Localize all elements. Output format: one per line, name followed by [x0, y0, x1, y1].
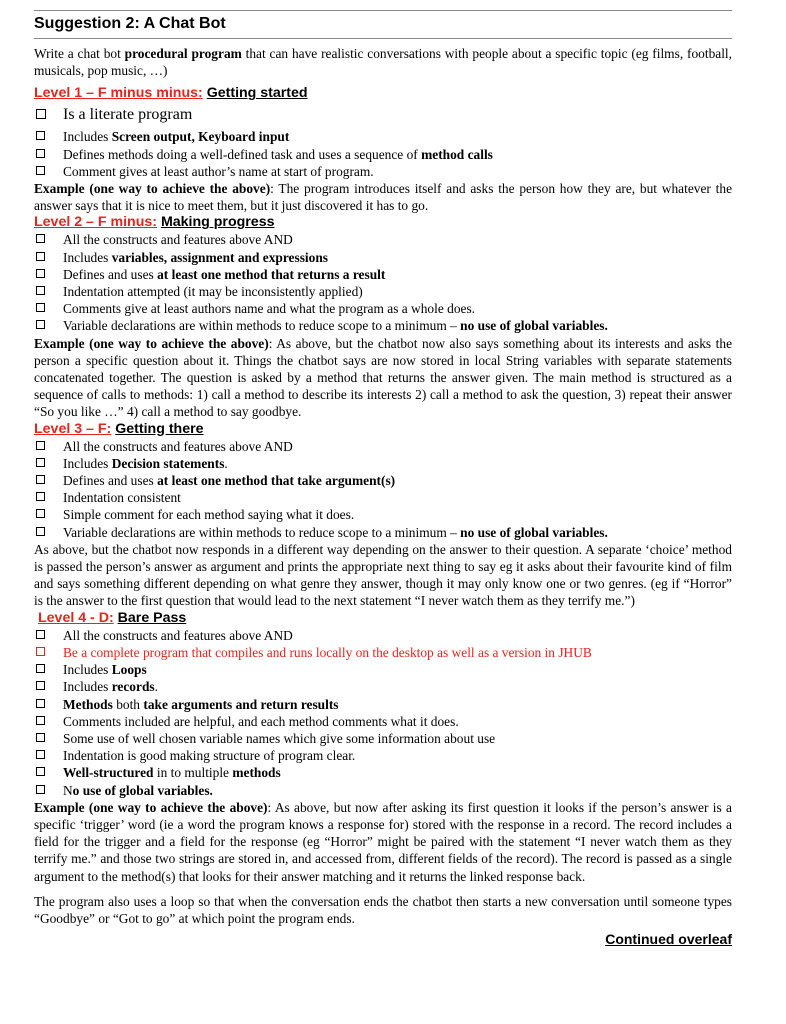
item-text: All the constructs and features above AND: [63, 232, 293, 248]
list-item: [34, 506, 732, 523]
level-3-heading: [34, 421, 732, 438]
page-title: Suggestion 2: A Chat Bot: [34, 15, 226, 32]
item-bold: method calls: [421, 146, 493, 162]
item-bold: no use of global variables.: [460, 318, 608, 334]
checkbox-icon: [36, 733, 45, 742]
list-item: [34, 146, 732, 163]
item-text: Includes: [63, 249, 112, 265]
checkbox-icon: [36, 441, 45, 450]
item-text: Includes: [63, 455, 112, 471]
checkbox-icon: [36, 492, 45, 501]
checkbox-icon: [36, 286, 45, 295]
list-item: [34, 747, 732, 764]
list-item: [34, 300, 732, 317]
list-item: [34, 455, 732, 472]
checkbox-icon: [36, 527, 45, 536]
level-2-heading: [34, 214, 732, 231]
list-item: [34, 472, 732, 489]
item-text: Includes: [63, 129, 112, 145]
level-4-example: [34, 799, 732, 885]
list-item: [34, 764, 732, 781]
item-text: both: [112, 696, 144, 712]
list-item: [34, 489, 732, 506]
level-4-list: [34, 627, 732, 799]
list-item: [34, 782, 732, 799]
list-item: [34, 524, 732, 541]
item-text: Is a literate program: [63, 106, 193, 124]
item-text: N: [63, 782, 73, 798]
intro-text: Write a chat bot: [34, 46, 125, 61]
item-text: Indentation is good making structure of program clear.: [63, 748, 356, 764]
item-text: Some use of well chosen variable names which give some information about use: [63, 730, 496, 746]
example-text: : As above, but the chatbot now also says something about its interests and asks the person a specific question about it. Things the chatbot says are now stored in local String variables with separate statements concatenated together. The question is asked by a method that returns the answer given. The main method is structured as a sequence of calls to methods: 1) call a method to describe its interests 2) call a method to ask the question, 3) repeat their answer “So you like …” 4) call a method to say goodbye.: [34, 335, 733, 420]
list-item: [34, 713, 732, 730]
item-text: Be a complete program that compiles and runs locally on the desktop as well as a version in JHUB: [63, 644, 592, 660]
item-text: Comment gives at least author’s name at start of program.: [63, 163, 374, 179]
intro-paragraph: [34, 45, 732, 79]
title-rule: [34, 38, 732, 39]
item-text: All the constructs and features above AND: [63, 438, 293, 454]
document-page: [34, 10, 732, 948]
item-text: Defines and uses: [63, 473, 158, 489]
level-4-loop-paragraph: The program also uses a loop so that when the conversation ends the chatbot then starts a new conversation until someone types “Goodbye” or “Got to go” at which point the program ends.: [34, 893, 732, 926]
intro-bold: procedural program: [124, 46, 242, 61]
level-3-name: Getting there: [115, 420, 204, 437]
item-text: Simple comment for each method saying what it does.: [63, 507, 355, 523]
level-2-name: Making progress: [160, 214, 275, 231]
checkbox-icon: [36, 149, 45, 158]
checkbox-icon: [36, 630, 45, 639]
list-item: [34, 231, 732, 248]
item-bold: at least one method that returns a result: [157, 266, 386, 282]
item-bold: Decision statements: [111, 455, 225, 471]
checkbox-icon: [36, 109, 46, 119]
checkbox-icon: [36, 131, 45, 140]
checkbox-icon: [36, 303, 45, 312]
checkbox-icon: [36, 664, 45, 673]
item-bold: methods: [232, 765, 281, 781]
level-1-list: [34, 104, 732, 180]
item-text: Variable declarations are within methods to reduce scope to a minimum –: [63, 524, 461, 540]
list-item: [34, 696, 732, 713]
item-text: All the constructs and features above AND: [63, 627, 293, 643]
example-label: Example (one way to achieve the above): [34, 799, 268, 815]
item-text: Indentation attempted (it may be inconsistently applied): [63, 284, 363, 300]
list-item: [34, 317, 732, 334]
checkbox-icon: [36, 767, 45, 776]
checkbox-icon: [36, 166, 45, 175]
item-text: Includes: [63, 662, 112, 678]
checkbox-icon: [36, 681, 45, 690]
level-3-description: As above, but the chatbot now responds in a different way depending on the answer to their question. A separate ‘choice’ method is passed the person’s answer as argument and prints the appropriate next thing to say eg it asks about their favourite kind of film and says something different depending on what genre they answer, though it may only know one or two genres. (eg if “Horror” is the answer to the first question that would lead to the next statement “I never watch them as they terrify me.”): [34, 541, 732, 609]
checkbox-icon: [36, 475, 45, 484]
example-label: Example (one way to achieve the above): [34, 181, 271, 197]
example-label: Example (one way to achieve the above): [34, 335, 269, 351]
intro-text-end: that can have realistic conversations with people about a specific topic (eg films, football, musicals, pop music, …): [34, 46, 732, 79]
level-4-heading: [34, 610, 732, 627]
item-text: in to multiple: [153, 765, 233, 781]
checkbox-icon: [36, 647, 45, 656]
list-item: [34, 128, 732, 145]
item-text: Defines methods doing a well-defined task and uses a sequence of: [63, 146, 422, 162]
level-4-grade: Level 4 - D:: [38, 609, 114, 626]
list-item: [34, 104, 732, 125]
item-bold: Loops: [111, 662, 147, 678]
item-bold: at least one method that take argument(s): [157, 473, 396, 489]
checkbox-icon: [36, 458, 45, 467]
checkbox-icon: [36, 699, 45, 708]
level-4-name: Bare Pass: [117, 609, 187, 626]
list-item: [34, 163, 732, 180]
checkbox-icon: [36, 234, 45, 243]
level-3-list: [34, 438, 732, 541]
list-item: [34, 438, 732, 455]
item-text: Indentation consistent: [63, 490, 181, 506]
level-2-list: [34, 231, 732, 334]
item-text: Defines and uses: [63, 266, 158, 282]
checkbox-icon: [36, 320, 45, 329]
level-1-name: Getting started: [206, 85, 308, 102]
checkbox-icon: [36, 716, 45, 725]
checkbox-icon: [36, 509, 45, 518]
item-bold: Well-structured: [63, 765, 154, 781]
list-item: [34, 678, 732, 695]
item-text: Comments included are helpful, and each method comments what it does.: [63, 713, 459, 729]
checkbox-icon: [36, 785, 45, 794]
list-item: [34, 644, 732, 661]
item-bold: Methods: [63, 696, 113, 712]
checkbox-icon: [36, 269, 45, 278]
item-text: Variable declarations are within methods to reduce scope to a minimum –: [63, 318, 461, 334]
example-text: : As above, but now after asking its first question it looks if the person’s answer is a specific ‘trigger’ word (ie a word the program knows a response for) stored with the response in a record. The record includes a field for the trigger and a field for the response (eg “Horror” might be paired with the statement “I never watch them as they terrify me.” and those two strings are stored in, and accessed from, different fields of the record). The record is passed as a single argument to the method(s) that looks for their answer matching and it returns the linked response back.: [34, 799, 733, 884]
list-item: [34, 266, 732, 283]
level-1-heading: [34, 85, 732, 102]
list-item: [34, 661, 732, 678]
item-text: Comments give at least authors name and what the program as a whole does.: [63, 301, 476, 317]
level-3-grade: Level 3 – F:: [34, 420, 112, 437]
checkbox-icon: [36, 750, 45, 759]
item-bold: Screen output, Keyboard input: [111, 129, 290, 145]
item-bold: take arguments and return results: [143, 696, 339, 712]
item-text-end: .: [224, 455, 228, 471]
item-bold: variables, assignment and expressions: [111, 249, 328, 265]
item-bold: o use of global variables.: [72, 782, 213, 798]
item-text-end: .: [154, 679, 158, 695]
level-2-grade: Level 2 – F minus:: [34, 214, 157, 231]
list-item: [34, 283, 732, 300]
list-item: [34, 249, 732, 266]
level-2-example: [34, 335, 732, 421]
item-bold: records: [111, 679, 155, 695]
list-item: [34, 627, 732, 644]
checkbox-icon: [36, 252, 45, 261]
example-text: : The program introduces itself and asks the person how they are, but whatever the answer says that it is nice to meet them, but it just discovered it has to go.: [34, 181, 733, 214]
item-text: Includes: [63, 679, 112, 695]
item-bold: no use of global variables.: [460, 524, 608, 540]
level-1-example: [34, 180, 732, 214]
list-item: [34, 730, 732, 747]
level-1-grade: Level 1 – F minus minus:: [34, 85, 203, 102]
continued-overleaf: Continued overleaf: [605, 931, 732, 948]
